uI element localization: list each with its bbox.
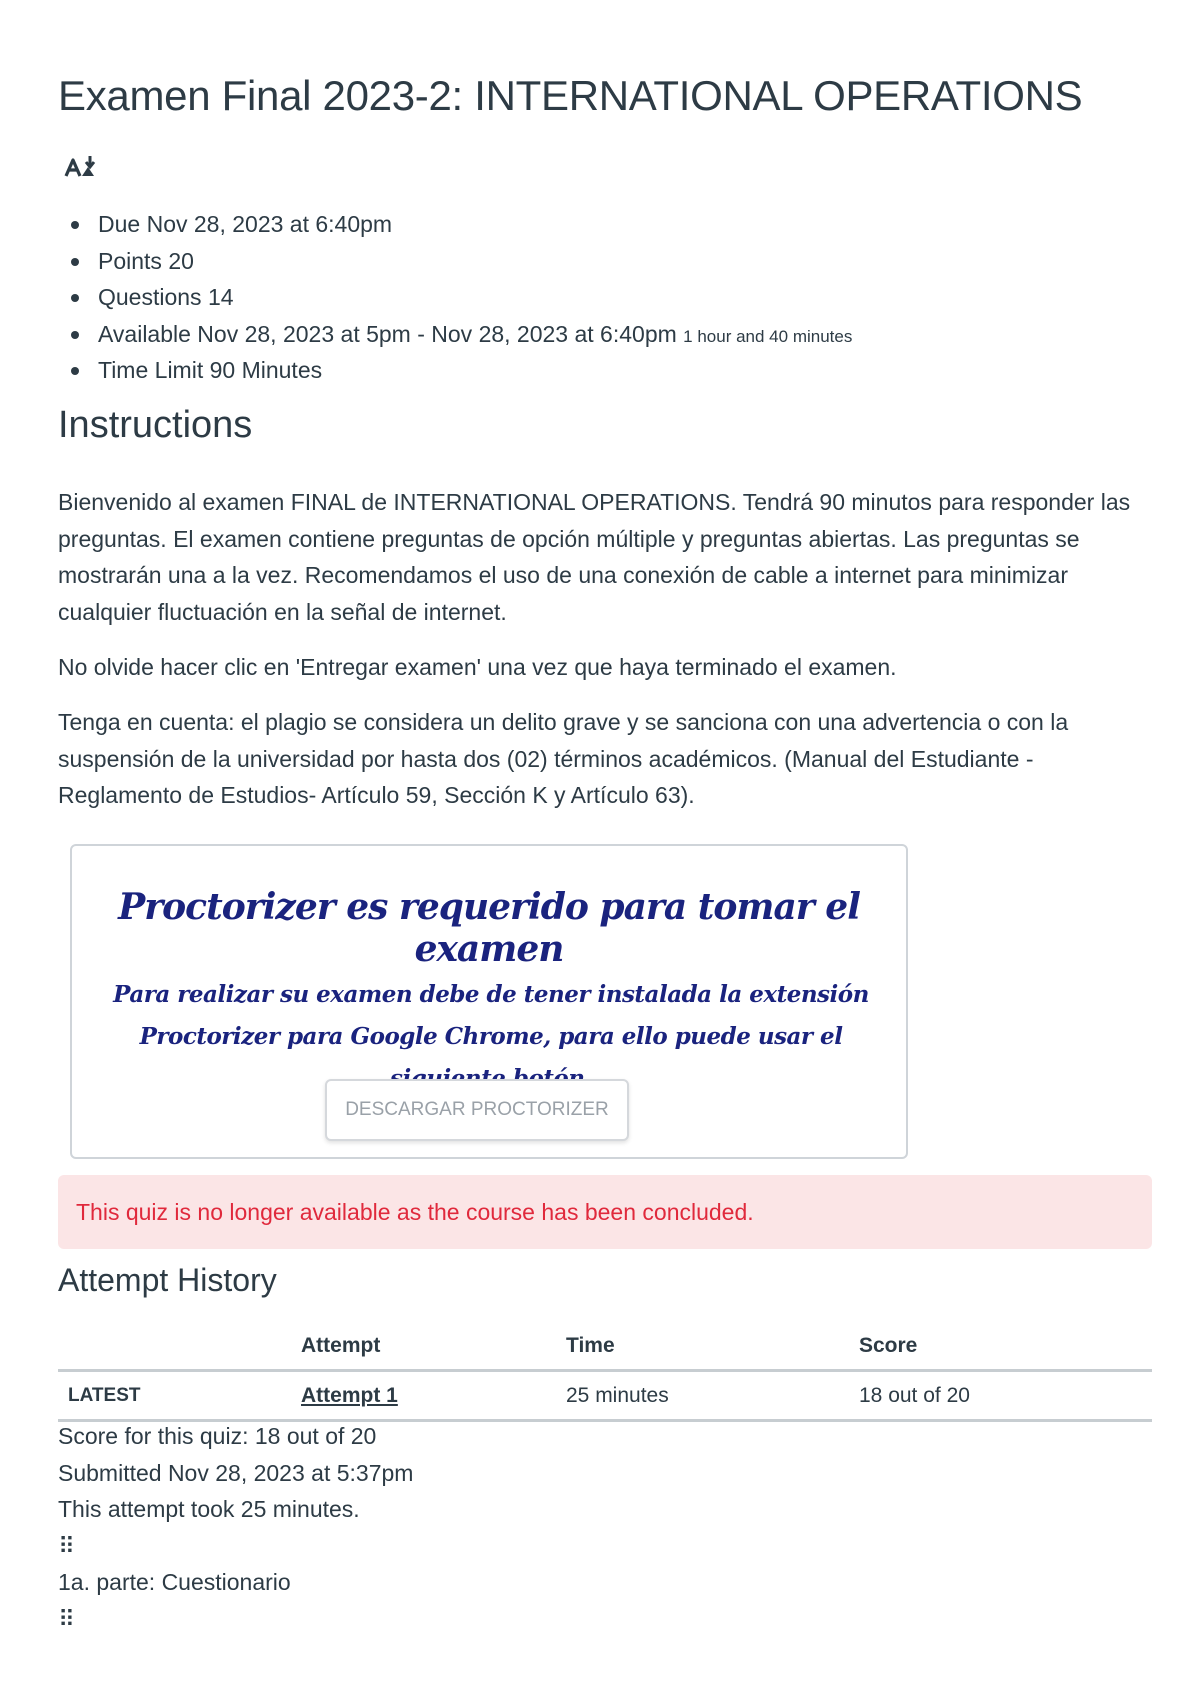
column-header-label	[58, 1323, 301, 1371]
proctorizer-panel	[70, 844, 908, 1159]
quiz-details-list	[68, 206, 852, 389]
due-date	[68, 206, 852, 243]
instructions-paragraph-2: No olvide hacer clic en 'Entregar examen' una vez que haya terminado el examen.	[58, 654, 897, 680]
download-proctorizer-button[interactable]: DESCARGAR PROCTORIZER	[325, 1079, 629, 1141]
column-header-attempt: Attempt	[301, 1323, 566, 1371]
latest-label: LATEST	[58, 1371, 301, 1421]
questions-text: Questions 14	[98, 284, 234, 310]
column-header-time: Time	[566, 1323, 859, 1371]
submitted-time: Submitted Nov 28, 2023 at 5:37pm	[58, 1459, 414, 1486]
proctorizer-title: Proctorizer es requerido para tomar el examen	[118, 886, 860, 970]
attempt-summary	[58, 1418, 413, 1637]
instructions-paragraph-1: Bienvenido al examen FINAL de INTERNATIONAL OPERATIONS. Tendrá 90 minutos para responder las preguntas. El examen contiene preguntas de opción múltiple y preguntas abiertas. Las preguntas se mostrarán una a la vez. Recomendamos el uso de una conexión de cable a internet para minimizar cualquier fluctuación en la señal de internet.	[58, 489, 1131, 625]
course-concluded-alert: This quiz is no longer available as the course has been concluded.	[58, 1175, 1152, 1249]
score-summary: Score for this quiz: 18 out of 20	[58, 1423, 377, 1449]
points-text: Points 20	[98, 247, 194, 274]
points	[68, 243, 852, 280]
available-text: Available Nov 28, 2023 at 5pm - Nov 28, 2023 at 6:40pm	[98, 320, 677, 347]
section-title: 1a. parte: Cuestionario	[58, 1569, 291, 1595]
page-title: Examen Final 2023-2: INTERNATIONAL OPERATIONS	[58, 72, 1083, 119]
questions	[68, 279, 852, 316]
instructions-paragraph-3: Tenga en cuenta: el plagio se considera un delito grave y se sanciona con una advertencia o con la suspensión de la universidad por hasta dos (02) términos académicos. (Manual del Estudiante - Reglamento de Estudios- Artículo 59, Sección K y Artículo 63).	[58, 709, 1069, 808]
table-header-row	[58, 1323, 1152, 1371]
attempt-1-link[interactable]: Attempt 1	[301, 1383, 398, 1407]
attempt-time: 25 minutes	[566, 1371, 859, 1421]
drag-handle-icon[interactable]: ⠿	[58, 1532, 73, 1559]
column-header-score: Score	[859, 1323, 1152, 1371]
attempt-duration: This attempt took 25 minutes.	[58, 1496, 360, 1522]
due-text: Due Nov 28, 2023 at 6:40pm	[98, 211, 393, 237]
attempt-history-heading: Attempt History	[58, 1262, 277, 1298]
attempt-score: 18 out of 20	[859, 1371, 1152, 1421]
time-limit	[68, 352, 852, 389]
table-row	[58, 1371, 1152, 1421]
available-duration: 1 hour and 40 minutes	[683, 326, 853, 346]
attempt-history-table	[58, 1323, 1152, 1422]
proctorizer-text: Para realizar su examen debe de tener instalada la extensión Proctorizer para Google Chrome, para ello puede usar el	[113, 981, 869, 1050]
rubric-icon[interactable]	[64, 154, 104, 180]
availability	[68, 316, 852, 353]
drag-handle-icon[interactable]: ⠿	[58, 1605, 73, 1632]
time-limit-text: Time Limit 90 Minutes	[98, 357, 323, 383]
instructions-heading: Instructions	[58, 404, 253, 446]
